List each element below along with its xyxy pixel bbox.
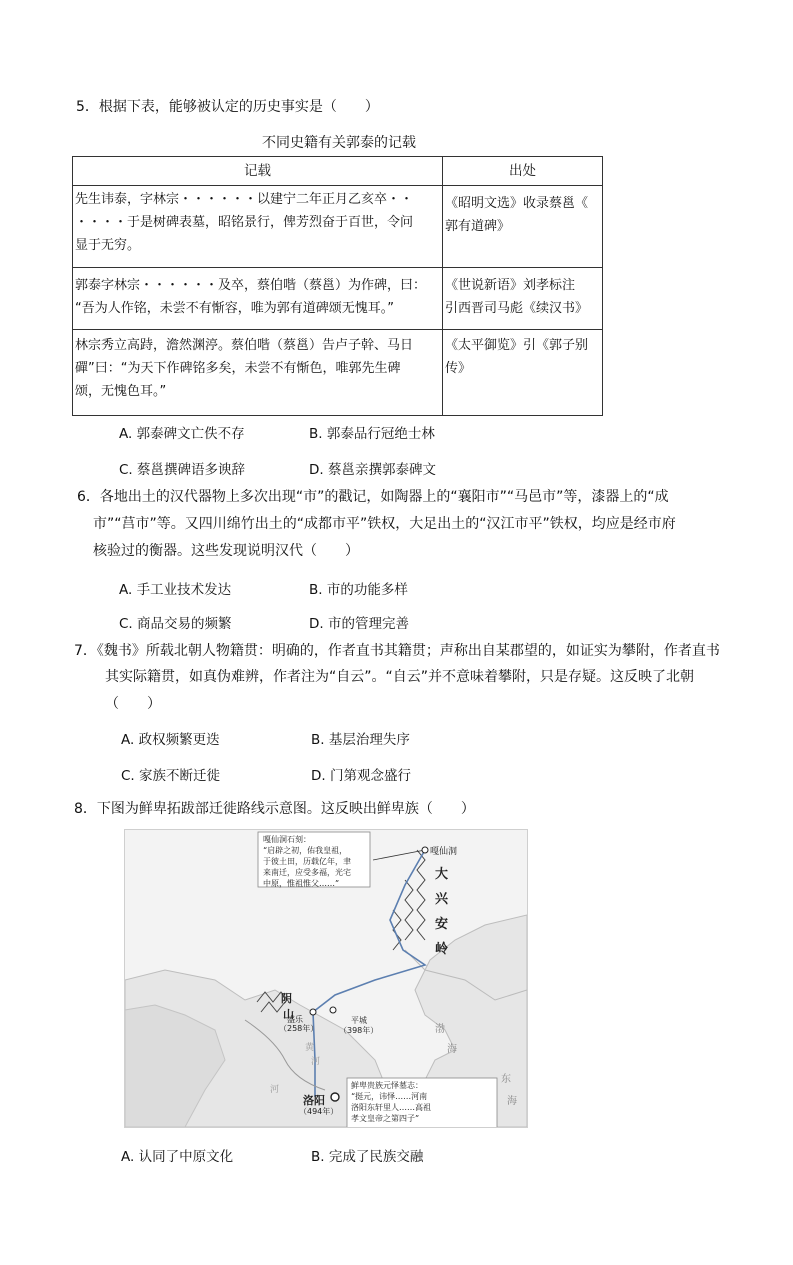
- q5-option-b[interactable]: B. 郭泰品行冠绝士林: [309, 426, 435, 442]
- q7-stem-line: 其实际籍贯，如真伪难辨，作者注为“自云”。“自云”并不意味着攀附，只是存疑。这反映了北朝: [105, 669, 695, 685]
- header-source: 出处: [443, 157, 603, 186]
- map-label-ling: 岭: [435, 942, 449, 957]
- table-row: [73, 268, 603, 330]
- q5-stem: 5．根据下表，能够被认定的历史事实是（ ）: [76, 99, 379, 115]
- q7-stem-line: （ ）: [105, 696, 161, 712]
- map-label-an: 安: [435, 917, 449, 932]
- records-table: [72, 156, 603, 416]
- map-note-line: 嘎仙洞石刻：: [263, 835, 311, 844]
- map-note-yuanyi: [351, 1080, 431, 1124]
- map-note-line: 中原，惟祖惟父……”: [263, 879, 340, 888]
- map-label-river: 河: [270, 1085, 280, 1095]
- q8-stem: 8．下图为鲜卑拓跋部迁徙路线示意图。这反映出鲜卑族（ ）: [74, 801, 475, 817]
- map-note-line: 来南迁，应受多福，光宅: [263, 868, 351, 877]
- map-label-luoyang: 洛阳: [303, 1094, 325, 1107]
- map-label-hai2: 海: [507, 1096, 517, 1107]
- map-label-pingcheng: 平城: [351, 1016, 367, 1025]
- q6-stem-line: 6．各地出土的汉代器物上多次出现“市”的戳记，如陶器上的“襄阳市”“马邑市”等，漆器上的“成: [77, 489, 669, 505]
- q6-option-b[interactable]: B. 市的功能多样: [309, 582, 408, 598]
- source-line: 《世说新语》刘孝标注: [445, 278, 576, 293]
- q5-option-d[interactable]: D. 蔡邕亲撰郭泰碑文: [309, 462, 436, 478]
- migration-map: [124, 829, 528, 1128]
- q6-option-a[interactable]: A. 手工业技术发达: [119, 582, 232, 598]
- q6-option-c[interactable]: C. 商品交易的频繁: [119, 616, 232, 632]
- record-line: 颂，无愧色耳。”: [75, 384, 167, 399]
- map-label-river-he: 河: [311, 1057, 321, 1067]
- record-line: 林宗秀立高跱，澹然渊渟。蔡伯喈（蔡邕）告卢子幹、马日: [75, 338, 414, 353]
- map-label-shengle-year: （258年）: [279, 1024, 319, 1033]
- map-label-yin: 阴: [281, 992, 292, 1005]
- q5-option-c[interactable]: C. 蔡邕撰碑语多谀辞: [119, 462, 246, 478]
- record-line: 先生讳泰，字林宗・・・・・・以建宁二年正月乙亥卒・・: [75, 192, 414, 207]
- q6-option-d[interactable]: D. 市的管理完善: [309, 616, 409, 632]
- table-header-row: [73, 157, 603, 186]
- q7-option-b[interactable]: B. 基层治理失序: [311, 732, 410, 748]
- map-note-line: “启辟之初，佑我皇祖，: [263, 846, 348, 855]
- map-label-pingcheng-year: （398年）: [339, 1026, 379, 1035]
- map-note-line: 于彼土田，历载亿年，聿: [263, 857, 351, 866]
- record-line: 郭泰字林宗・・・・・・及卒，蔡伯喈（蔡邕）为作碑，曰：: [75, 278, 427, 293]
- record-line: 磾”曰：“为天下作碑铭多矣，未尝不有惭色，唯郭先生碑: [75, 361, 401, 376]
- q6-stem-line: 市”“莒市”等。又四川绵竹出土的“成都市平”铁权，大足出土的“汉江市平”铁权，均应是经市府: [93, 516, 676, 532]
- map-note-line: 鲜卑贵族元怿墓志：: [351, 1081, 423, 1090]
- q6-stem-line: 核验过的衡器。这些发现说明汉代（ ）: [93, 543, 359, 559]
- map-label-xing: 兴: [435, 892, 449, 907]
- q7-option-d[interactable]: D. 门第观念盛行: [311, 768, 411, 784]
- source-line: 《太平御览》引《郭子别: [445, 338, 589, 353]
- map-label-da: 大: [435, 867, 449, 882]
- map-label-bo: 渤: [435, 1024, 445, 1035]
- q5-option-a[interactable]: A. 郭泰碑文亡佚不存: [119, 426, 245, 442]
- map-note-gaxian: [263, 834, 351, 889]
- record-line: ・・・・于是树碑表墓，昭铭景行，俾芳烈奋于百世，令问: [75, 215, 414, 230]
- map-label-gaxian: 嘎仙洞: [430, 847, 458, 857]
- map-label-luoyang-year: （494年）: [299, 1107, 339, 1116]
- map-label-shengle: 盛乐: [287, 1015, 303, 1024]
- table-row: [73, 330, 603, 416]
- map-note-line: 洛阳东轩里人……高祖: [351, 1103, 431, 1112]
- map-label-dong: 东: [501, 1074, 511, 1085]
- source-line: 郭有道碑》: [445, 219, 511, 234]
- map-note-line: “挺元，讳怿……河南: [351, 1092, 428, 1101]
- record-line: 显于无穷。: [75, 238, 141, 253]
- q8-option-b[interactable]: B. 完成了民族交融: [311, 1149, 424, 1165]
- q7-stem-line: 7．《魏书》所载北朝人物籍贯：明确的，作者直书其籍贯；声称出自某郡望的，如证实为攀附，作者直书: [74, 643, 720, 659]
- record-line: “吾为人作铭，未尝不有惭容，唯为郭有道碑颂无愧耳。”: [75, 301, 394, 316]
- table-title: 不同史籍有关郭泰的记载: [262, 135, 416, 151]
- table-row: [73, 186, 603, 268]
- source-line: 传》: [445, 361, 472, 376]
- map-label-hai: 海: [447, 1044, 457, 1055]
- q7-option-c[interactable]: C. 家族不断迁徙: [121, 768, 221, 784]
- map-label-shan: 山: [283, 1008, 294, 1021]
- source-line: 《昭明文选》收录蔡邕《: [445, 196, 589, 211]
- header-record: 记载: [73, 157, 443, 186]
- map-label-river-huang: 黄: [305, 1043, 315, 1053]
- q8-option-a[interactable]: A. 认同了中原文化: [121, 1149, 234, 1165]
- source-line: 引西晋司马彪《续汉书》: [445, 301, 589, 316]
- map-note-line: 孝文皇帝之第四子”: [351, 1114, 420, 1123]
- q7-option-a[interactable]: A. 政权频繁更迭: [121, 732, 220, 748]
